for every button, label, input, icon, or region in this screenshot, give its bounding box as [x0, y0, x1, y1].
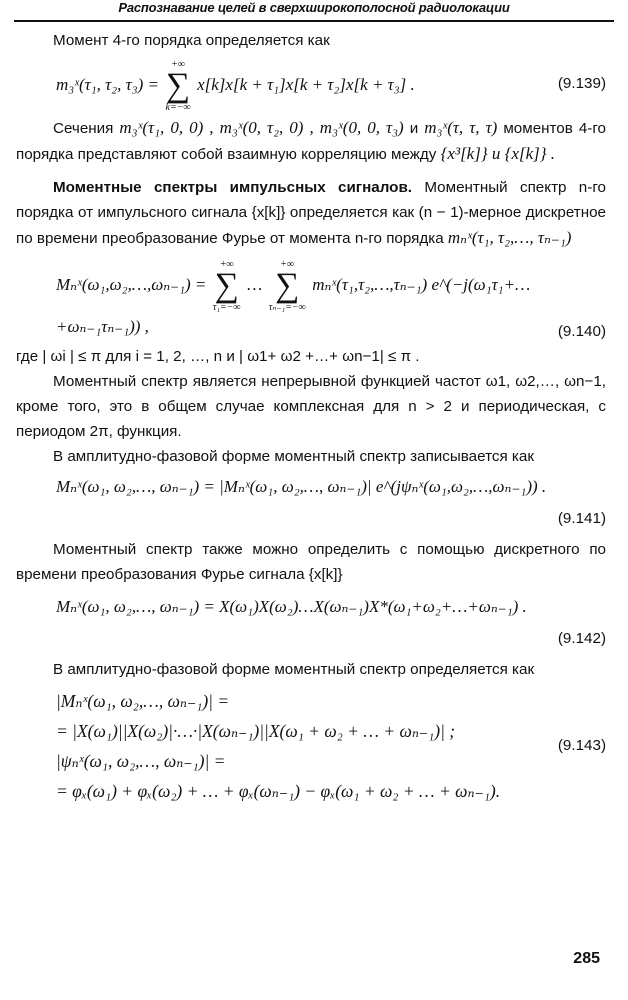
page-body: [16, 24, 606, 812]
eq140-lhs: Mₙˣ(ω₁,ω₂,…,ωₙ₋₁) =: [56, 275, 207, 295]
eq139-rhs: x[k]x[k + τ₁]x[k + τ₂]x[k + τ₃] .: [197, 75, 415, 95]
eq142-body: Mₙˣ(ω₁, ω₂,…, ωₙ₋₁) = X(ω₁)X(ω₂)…X(ωₙ₋₁)X*(ω₁+ω₂+…+ωₙ₋₁) .: [56, 597, 527, 616]
eq143-line-2: = |X(ω₁)||X(ω₂)|·…·|X(ωₙ₋₁)||X(ω₁ + ω₂ + … + ωₙ₋₁)| ;: [56, 721, 456, 741]
eq139-sum: +∞ ∑ k=−∞: [165, 59, 191, 113]
paragraph-continuous: Моментный спектр является непрерывной функцией частот ω1, ω2,…, ωn−1, кроме того, это в общем случае комплексная для n > 2 и периодическая, с периодом 2π, функция.: [16, 373, 606, 440]
sections-formula: m₃ˣ(τ₁, 0, 0) , m₃ˣ(0, τ₂, 0) , m₃ˣ(0, 0, τ₃): [119, 118, 404, 137]
eq139-sum-top: +∞: [171, 59, 185, 70]
moment-n-formula: mₙˣ(τ₁, τ₂,…, τₙ₋₁): [447, 228, 572, 247]
equation-9-140: Mₙˣ(ω₁,ω₂,…,ωₙ₋₁) = +∞ ∑ τ₁=−∞ … +∞ ∑ τₙ₋₁=−∞ mₙˣ(τ₁,τ₂,…,τₙ₋₁) e^(−j(ω₁τ₁+…+ωₙ₋₁τₙ₋₁)) ,: [56, 259, 531, 336]
paragraph-dtft: Моментный спектр также можно определить с помощью дискретного по времени преобразования Фурье сигнала {x[k]}: [16, 541, 606, 583]
eq141-body: Mₙˣ(ω₁, ω₂,…, ωₙ₋₁) = |Mₙˣ(ω₁, ω₂,…, ωₙ₋₁)| e^(jψₙˣ(ω₁,ω₂,…,ωₙ₋₁)) .: [56, 477, 547, 496]
equation-9-139: [16, 59, 606, 113]
running-header: Распознавание целей в сверхширокополосной радиолокации: [14, 0, 614, 22]
equation-9-143: [16, 686, 606, 806]
paragraph-intro: Момент 4-го порядка определяется как: [53, 32, 330, 49]
equation-number: (9.139): [557, 75, 606, 92]
equation-9-141: [16, 473, 606, 500]
eq139-lhs: m₃ˣ(τ₁, τ₂, τ₃) =: [56, 75, 160, 95]
between-formula: {x³[k]} и {x[k]} .: [440, 144, 556, 163]
equation-number: (9.143): [557, 737, 606, 754]
page-number: 285: [573, 950, 600, 967]
equation-9-142: [16, 593, 606, 620]
eq140-sum-2: +∞ ∑ τₙ₋₁=−∞: [268, 259, 306, 313]
paragraph-amp-phase-2: В амплитудно-фазовой форме моментный спектр определяется как: [53, 661, 535, 678]
eq140-rhs: mₙˣ(τ₁,τ₂,…,τₙ₋₁) e^(−j(ω₁τ₁+…+ωₙ₋₁τₙ₋₁)) ,: [56, 275, 531, 336]
eq143-line-3: |ψₙˣ(ω₁, ω₂,…, ωₙ₋₁)| =: [56, 751, 226, 771]
paragraph-moment-spectra: Моментные спектры импульсных сигналов. Моментный спектр n-го порядка от импульсного сигнала {x[k]} определяется как (n − 1)-мерное дискретное по времени преобразование Фурье от момента n-го порядка mₙˣ(τ₁, τ₂,…, τₙ₋₁): [16, 179, 606, 247]
paragraph-where: где | ωi | ≤ π для i = 1, 2, …, n и | ω1+ ω2 +…+ ωn−1| ≤ π .: [16, 348, 420, 365]
eq139-sum-bottom: k=−∞: [165, 102, 191, 113]
paragraph-amp-phase-1: В амплитудно-фазовой форме моментный спектр записывается как: [53, 448, 534, 465]
eq140-sum-1: +∞ ∑ τ₁=−∞: [212, 259, 241, 313]
sections-formula-last: m₃ˣ(τ, τ, τ): [424, 118, 498, 137]
equation-number: (9.142): [557, 630, 606, 647]
eq143-line-4: = φₓ(ω₁) + φₓ(ω₂) + … + φₓ(ωₙ₋₁) − φₓ(ω₁ + ω₂ + … + ωₙ₋₁).: [56, 781, 501, 801]
equation-number: (9.141): [557, 510, 606, 527]
equation-number: (9.140): [557, 323, 606, 340]
eq143-line-1: |Mₙˣ(ω₁, ω₂,…, ωₙ₋₁)| =: [56, 691, 230, 711]
paragraph-sections: Сечения m₃ˣ(τ₁, 0, 0) , m₃ˣ(0, τ₂, 0) , m₃ˣ(0, 0, τ₃) и m₃ˣ(τ, τ, τ) моментов 4-го порядка представляют собой взаимную корреляцию между {x³[k]} и {x[k]} .: [16, 118, 606, 163]
section-heading: Моментные спектры импульсных сигналов.: [53, 179, 413, 196]
